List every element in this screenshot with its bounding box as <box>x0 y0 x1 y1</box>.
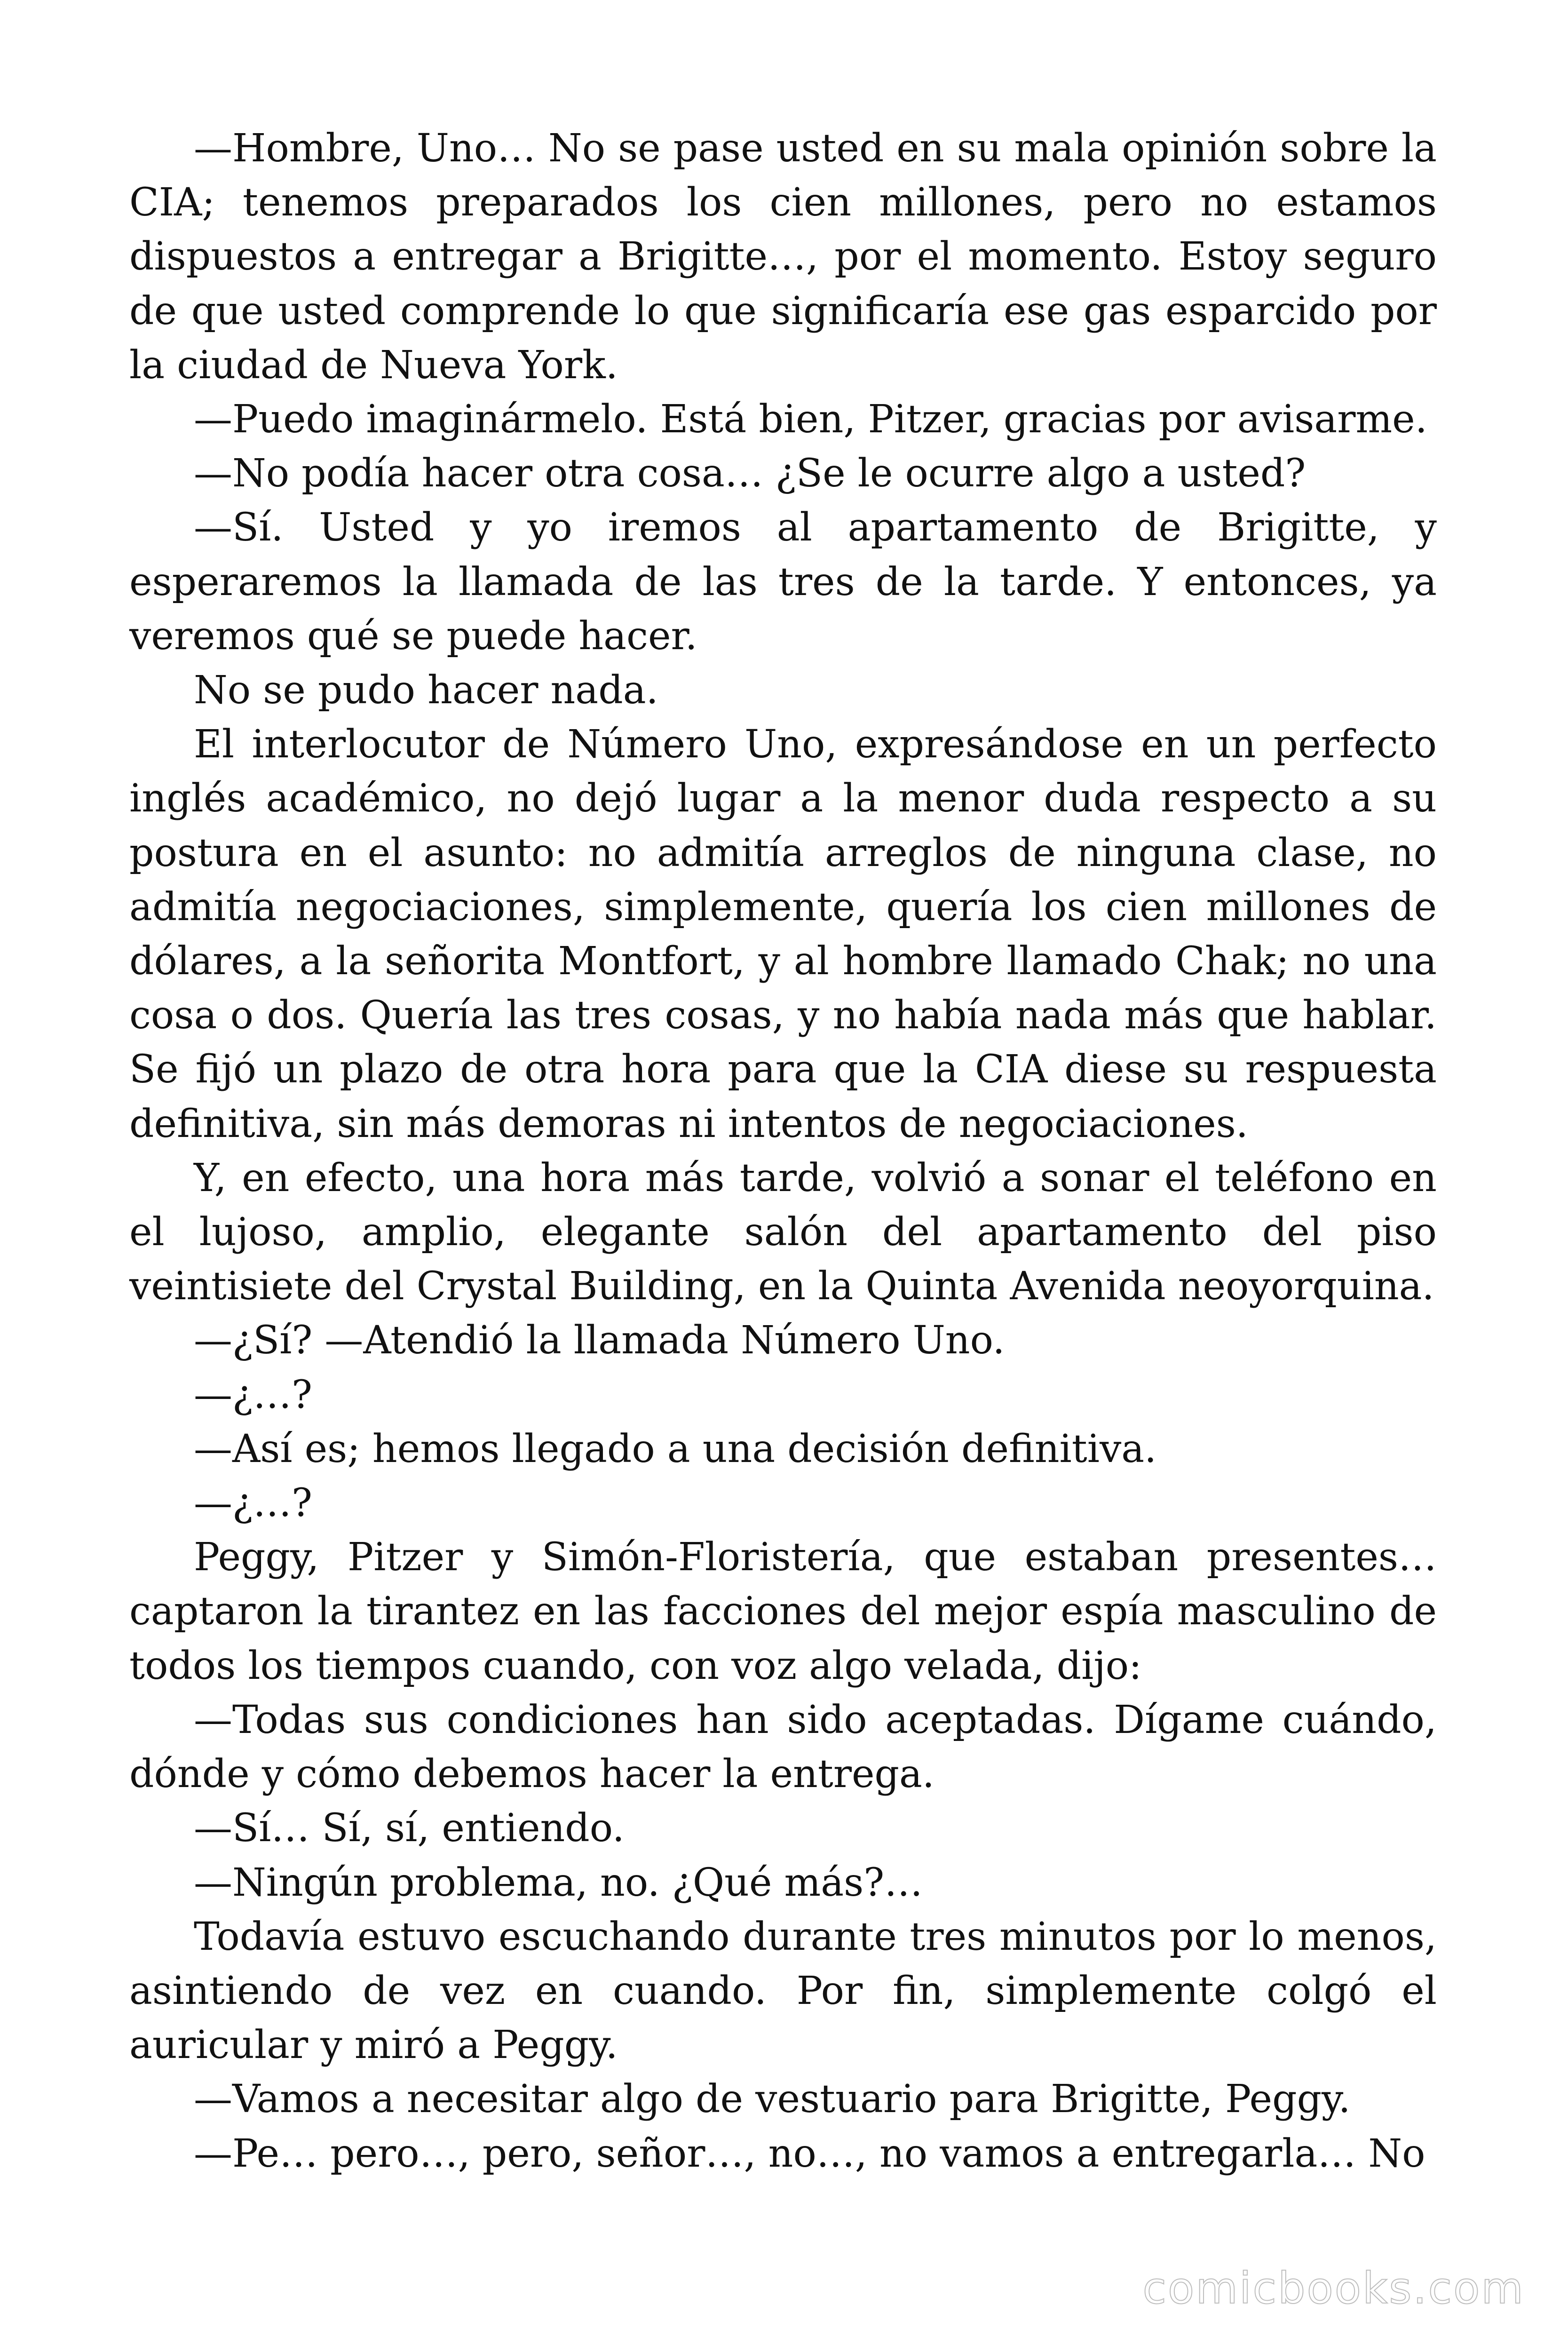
body-text <box>129 121 1437 2181</box>
paragraph: —Hombre, Uno… No se pase usted en su mala opinión sobre la CIA; tenemos preparados los cien millones, pero no estamos dispuestos a entregar a Brigitte…, por el momento. Estoy seguro de que usted comprende lo que significaría ese gas esparcido por la ciudad de Nueva York. <box>129 126 1437 388</box>
paragraph: Peggy, Pitzer y Simón-Floristería, que estaban presentes… captaron la tirantez en las facciones del mejor espía masculino de todos los tiempos cuando, con voz algo velada, dijo: <box>129 1535 1437 1688</box>
paragraph: Y, en efecto, una hora más tarde, volvió a sonar el teléfono en el lujoso, amplio, elegante salón del apartamento del piso veintisiete del Crystal Building, en la Quinta Avenida neoyorquina. <box>129 1155 1437 1309</box>
paragraph: Todavía estuvo escuchando durante tres minutos por lo menos, asintiendo de vez en cuando. Por fin, simplemente colgó el auricular y miró a Peggy. <box>129 1914 1437 2068</box>
paragraph: —Todas sus condiciones han sido aceptadas. Dígame cuándo, dónde y cómo debemos hacer la entrega. <box>129 1697 1437 1797</box>
paragraph: —Pe… pero…, pero, señor…, no…, no vamos a entregarla… No <box>194 2131 1425 2176</box>
paragraph: El interlocutor de Número Uno, expresándose en un perfecto inglés académico, no dejó lugar a la menor duda respecto a su postura en el asunto: no admitía arreglos de ninguna clase, no admitía negociaciones, simplemente, quería los cien millones de dólares, a la señorita Montfort, y al hombre llamado Chak; no una cosa o dos. Quería las tres cosas, y no había nada más que hablar. Se fijó un plazo de otra hora para que la CIA diese su respuesta definitiva, sin más demoras ni intentos de negociaciones. <box>129 722 1437 1146</box>
watermark: comicbooks.com <box>1142 2263 1525 2313</box>
paragraph: —Puedo imaginármelo. Está bien, Pitzer, gracias por avisarme. <box>194 397 1427 442</box>
paragraph: —Así es; hemos llegado a una decisión definitiva. <box>194 1426 1157 1471</box>
paragraph: —Sí. Usted y yo iremos al apartamento de Brigitte, y esperaremos la llamada de las tres de la tarde. Y entonces, ya veremos qué se puede hacer. <box>129 505 1437 659</box>
paragraph: —¿…? <box>194 1372 312 1417</box>
paragraph: —No podía hacer otra cosa… ¿Se le ocurre algo a usted? <box>194 451 1306 496</box>
paragraph: —Vamos a necesitar algo de vestuario para Brigitte, Peggy. <box>194 2077 1351 2122</box>
paragraph: —Sí… Sí, sí, entiendo. <box>194 1806 625 1851</box>
paragraph: —¿Sí? —Atendió la llamada Número Uno. <box>194 1318 1005 1363</box>
paragraph: No se pudo hacer nada. <box>194 668 658 713</box>
paragraph: —Ningún problema, no. ¿Qué más?… <box>194 1860 923 1905</box>
paragraph: —¿…? <box>194 1481 312 1526</box>
